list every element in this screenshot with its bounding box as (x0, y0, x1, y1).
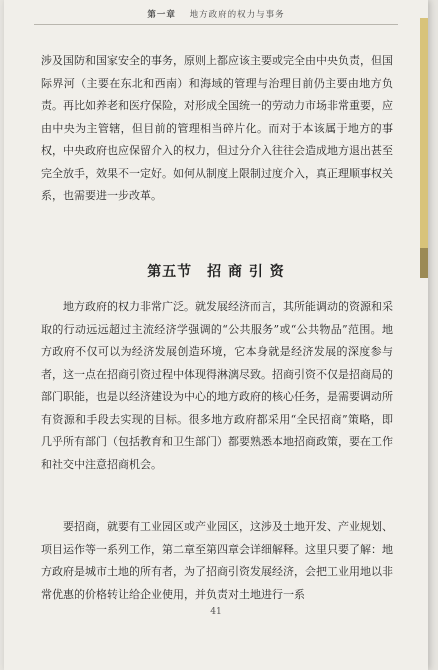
page-edge-tab (420, 18, 428, 248)
book-page (4, 0, 428, 670)
section-title: 第五节 招 商 引 资 (147, 264, 285, 280)
paragraph-2: 地方政府的权力非常广泛。就发展经济而言，其所能调动的资源和采取的行动远远超过主流经济学强调的“公共服务”或“公共物品”范围。地方政府不仅可以为经济发展创造环境，它本身就是经济发展的深度参与者，这一点在招商引资过程中体现得淋漓尽致。招商引资不仅是招商局的部门职能，也是以经济建设为中心的地方政府的核心任务，是需要调动所有资源和手段去实现的目标。很多地方政府都采用“全民招商”策略，即几乎所有部门（包括教育和卫生部门）都要熟悉本地招商政策，要在工作和社交中注意招商机会。 (41, 300, 393, 471)
running-header (4, 8, 428, 20)
page-number: 41 (210, 607, 222, 617)
paragraph-3: 要招商，就要有工业园区或产业园区，这涉及土地开发、产业规划、项目运作等一系列工作，第二章至第四章会详细解释。这里只要了解：地方政府是城市土地的所有者，为了招商引资发展经济，会把工业用地以非常优惠的价格转让给企业使用，并负责对土地进行一系 (41, 520, 393, 601)
running-header-title: 地方政府的权力与事务 (189, 10, 285, 20)
header-rule (34, 24, 398, 25)
running-header-chapter: 第一章 (147, 10, 176, 20)
paragraph-1: 涉及国防和国家安全的事务，原则上都应该主要或完全由中央负责，但国际界河（主要在东北和西南）和海域的管理与治理目前仍主要由地方负责。再比如养老和医疗保险，对形成全国统一的劳动力市场非常重要，应由中央为主管辖，但目前的管理相当碎片化。而对于本该属于地方的事权，中央政府也应保留介入的权力，但过分介入往往会造成地方退出甚至完全放手，效果不一定好。如何从制度上限制过度介入，真正理顺事权关系，也需要进一步改革。 (41, 54, 393, 202)
